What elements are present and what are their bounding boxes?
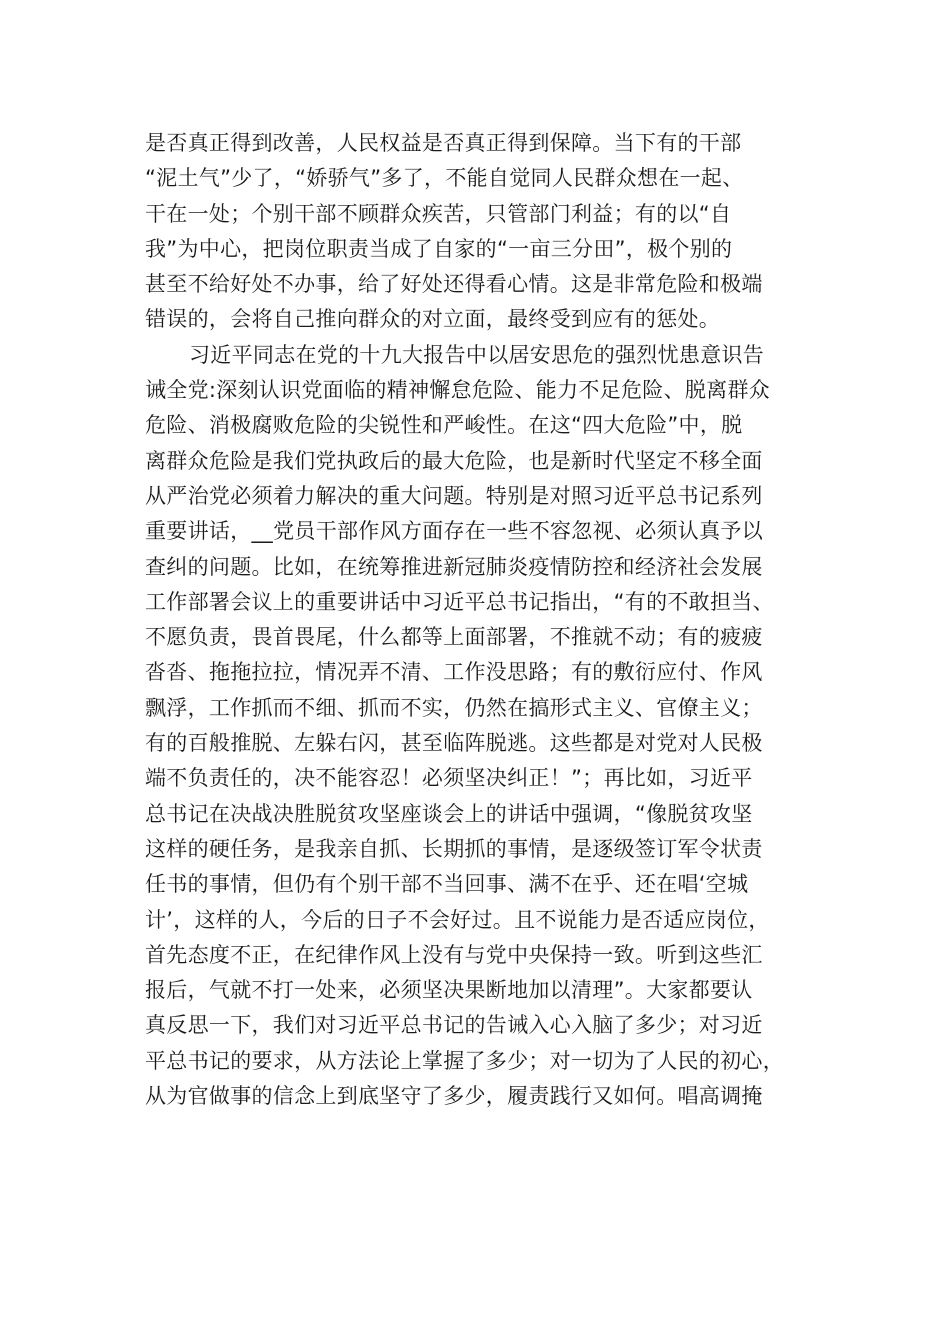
text-line: 离群众危险是我们党执政后的最大危险，也是新时代坚定不移全面 (145, 448, 763, 473)
document-body (145, 126, 805, 1114)
text-line: 危险、消极腐败危险的尖锐性和严峻性。在这“四大危险”中，脱 (145, 413, 743, 438)
text-line: 平总书记的要求，从方法论上掌握了多少；对一切为了人民的初心， (145, 1048, 784, 1073)
paragraph-first-line: 习近平同志在党的十九大报告中以居安思危的强烈忧患意识告 (189, 342, 765, 367)
text-line: 错误的，会将自己推向群众的对立面，最终受到应有的惩处。 (145, 307, 721, 332)
text-line: 任书的事情，但仍有个别干部不当回事、满不在乎、还在唱‘空城 (145, 872, 749, 897)
text-line: 飘浮，工作抓而不细、抓而不实，仍然在搞形式主义、官僚主义； (145, 695, 763, 720)
text-line: 这样的硬任务，是我亲自抓、长期抓的事情，是逐级签订军令状责 (145, 836, 763, 861)
text-line: 查纠的问题。比如，在统筹推进新冠肺炎疫情防控和经济社会发展 (145, 554, 763, 579)
text-line: 诫全党:深刻认识党面临的精神懈怠危险、能力不足危险、脱离群众 (145, 378, 771, 403)
text-line: “泥土气”少了，“娇骄气”多了，不能自觉同人民群众想在一起、 (145, 166, 744, 191)
text-line: 总书记在决战决胜脱贫攻坚座谈会上的讲话中强调，“像脱贫攻坚 (145, 801, 753, 826)
text-line: 从严治党必须着力解决的重大问题。特别是对照习近平总书记系列 (145, 483, 763, 508)
text-line: 我”为中心，把岗位职责当成了自家的“一亩三分田”，极个别的 (145, 236, 733, 261)
text-line: 首先态度不正，在纪律作风上没有与党中央保持一致。听到这些汇 (145, 942, 763, 967)
text-line: 端不负责任的，决不能容忍！必须坚决纠正！”；再比如，习近平 (145, 766, 753, 791)
text-line: 工作部署会议上的重要讲话中习近平总书记指出，“有的不敢担当、 (145, 589, 774, 614)
text-line: 计’，这样的人，今后的日子不会好过。且不说能力是否适应岗位， (145, 907, 770, 932)
text-line: 不愿负责，畏首畏尾，什么都等上面部署，不推就不动；有的疲疲 (145, 625, 763, 650)
text-line: 甚至不给好处不办事，给了好处还得看心情。这是非常危险和极端 (145, 272, 763, 297)
text-line: 报后，气就不打一处来，必须坚决果断地加以清理”。大家都要认 (145, 978, 753, 1003)
text-line: 有的百般推脱、左躲右闪，甚至临阵脱逃。这些都是对党对人民极 (145, 731, 763, 756)
text-line: 重要讲话，__党员干部作风方面存在一些不容忽视、必须认真予以 (145, 519, 763, 544)
text-line: 是否真正得到改善，人民权益是否真正得到保障。当下有的干部 (145, 131, 742, 155)
text-line: 干在一处；个别干部不顾群众疾苦，只管部门利益；有的以“自 (145, 201, 732, 226)
text-line: 沓沓、拖拖拉拉，情况弄不清、工作没思路；有的敷衍应付、作风 (145, 660, 763, 685)
text-line: 真反思一下，我们对习近平总书记的告诫入心入脑了多少；对习近 (145, 1013, 763, 1038)
text-line: 从为官做事的信念上到底坚守了多少，履责践行又如何。唱高调掩 (145, 1084, 763, 1109)
